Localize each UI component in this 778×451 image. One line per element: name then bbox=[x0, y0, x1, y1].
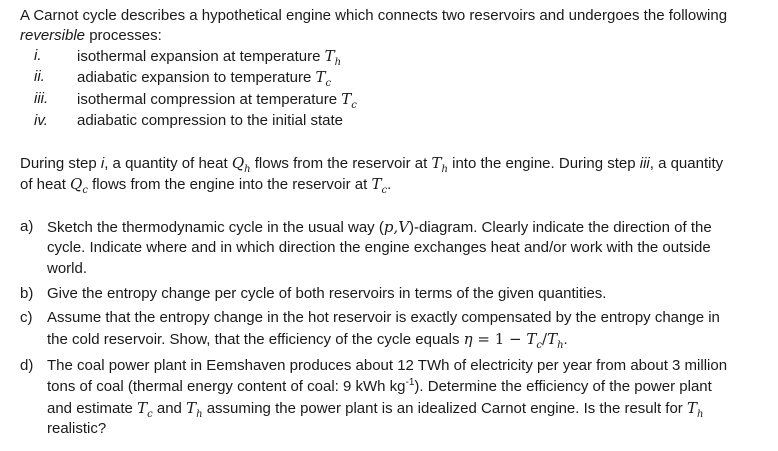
text: flows from the reservoir at bbox=[250, 155, 432, 172]
heat-paragraph-line-2 bbox=[20, 174, 391, 195]
math-var: p,V bbox=[383, 218, 410, 236]
question-c-line-1: Assume that the entropy change in the hot reservoir is exactly compensated by the entropy change in bbox=[47, 309, 720, 326]
text: . bbox=[563, 331, 568, 348]
math-var: T bbox=[431, 154, 442, 172]
math-sub: c bbox=[82, 185, 88, 196]
intro-line-1 bbox=[20, 6, 727, 26]
step-text: adiabatic compression to the initial state bbox=[77, 112, 343, 129]
question-a-line-1 bbox=[47, 217, 712, 238]
step-number: ii. bbox=[34, 68, 45, 85]
question-a-letter: a) bbox=[20, 218, 34, 235]
step-label: isothermal expansion at temperature bbox=[77, 48, 325, 65]
question-d-line-1: The coal power plant in Eemshaven produces about 12 TWh of electricity per year from about 3 million bbox=[47, 357, 728, 374]
math-var: T bbox=[341, 90, 352, 108]
math-sub: c bbox=[147, 409, 153, 420]
question-d-line-2 bbox=[47, 377, 712, 397]
text: and estimate bbox=[47, 400, 138, 417]
reversible-word: reversible bbox=[20, 27, 86, 44]
text: ). Determine the efficiency of the power plant bbox=[414, 378, 712, 395]
question-a-line-3: world. bbox=[47, 260, 88, 277]
text: and bbox=[152, 400, 187, 417]
math-var: T bbox=[526, 330, 537, 348]
superscript: -1 bbox=[405, 377, 415, 388]
math-var: Q bbox=[70, 175, 83, 193]
math-op: / bbox=[542, 330, 548, 348]
step-ref: i bbox=[100, 155, 105, 172]
math-var: Q bbox=[231, 154, 245, 172]
text: , a quantity bbox=[649, 155, 724, 172]
step-text bbox=[77, 46, 341, 67]
question-b-line-1: Give the entropy change per cycle of both reservoirs in terms of the given quantities. bbox=[47, 285, 607, 302]
math-var: T bbox=[315, 68, 326, 86]
question-d-line-3 bbox=[47, 398, 703, 419]
intro-text: A Carnot cycle describes a hypothetical engine which connects two reservoirs and undergoes the following bbox=[20, 7, 728, 24]
math-var: T bbox=[547, 330, 558, 348]
math-var: η bbox=[463, 330, 473, 348]
text: During step bbox=[20, 155, 101, 172]
question-d-line-4: realistic? bbox=[47, 420, 107, 437]
text: tons of coal (thermal energy content of coal: 9 kWh kg bbox=[47, 378, 406, 395]
math-op: = 1 − bbox=[472, 330, 527, 348]
question-c-letter: c) bbox=[20, 309, 33, 326]
math-var: T bbox=[324, 47, 335, 65]
question-a-line-2: cycle. Indicate where and in which direction the engine exchanges heat and/or work with the outside bbox=[47, 239, 711, 256]
text: , a quantity of heat bbox=[104, 155, 232, 172]
text: Sketch the thermodynamic cycle in the usual way ( bbox=[47, 219, 384, 236]
step-ref: iii bbox=[639, 155, 650, 172]
heat-paragraph-line-1 bbox=[20, 153, 723, 174]
math-sub: c bbox=[325, 78, 332, 89]
step-text bbox=[77, 67, 331, 88]
math-sub: h bbox=[244, 164, 251, 175]
text: assuming the power plant is an idealized Carnot engine. Is the result for bbox=[202, 400, 687, 417]
question-c-line-2 bbox=[47, 329, 568, 350]
step-number: iv. bbox=[34, 112, 48, 129]
step-number: i. bbox=[34, 47, 42, 64]
question-b-letter: b) bbox=[20, 285, 34, 302]
math-var: T bbox=[186, 399, 197, 417]
text: the cold reservoir. Show, that the efficiency of the cycle equals bbox=[47, 331, 464, 348]
math-sub: c bbox=[381, 185, 388, 196]
math-sub: h bbox=[697, 409, 704, 420]
math-sub: h bbox=[557, 340, 564, 351]
math-var: T bbox=[686, 399, 697, 417]
math-sub: h bbox=[441, 164, 448, 175]
text: . bbox=[387, 176, 392, 193]
math-sub: h bbox=[196, 409, 203, 420]
text: flows from the engine into the reservoir at bbox=[87, 176, 372, 193]
math-sub: c bbox=[536, 340, 543, 351]
step-number: iii. bbox=[34, 90, 49, 107]
intro-line-2 bbox=[20, 26, 162, 46]
text: )-diagram. Clearly indicate the direction of the bbox=[409, 219, 712, 236]
step-label: isothermal compression at temperature bbox=[77, 91, 342, 108]
question-d-letter: d) bbox=[20, 357, 34, 374]
math-sub: c bbox=[351, 100, 357, 111]
math-var: T bbox=[371, 175, 382, 193]
text: into the engine. During step bbox=[447, 155, 640, 172]
text: of heat bbox=[20, 176, 71, 193]
math-var: T bbox=[137, 399, 148, 417]
step-text bbox=[77, 89, 357, 110]
processes-word: processes: bbox=[85, 27, 162, 44]
math-sub: h bbox=[334, 57, 342, 68]
step-label: adiabatic expansion to temperature bbox=[77, 69, 316, 86]
